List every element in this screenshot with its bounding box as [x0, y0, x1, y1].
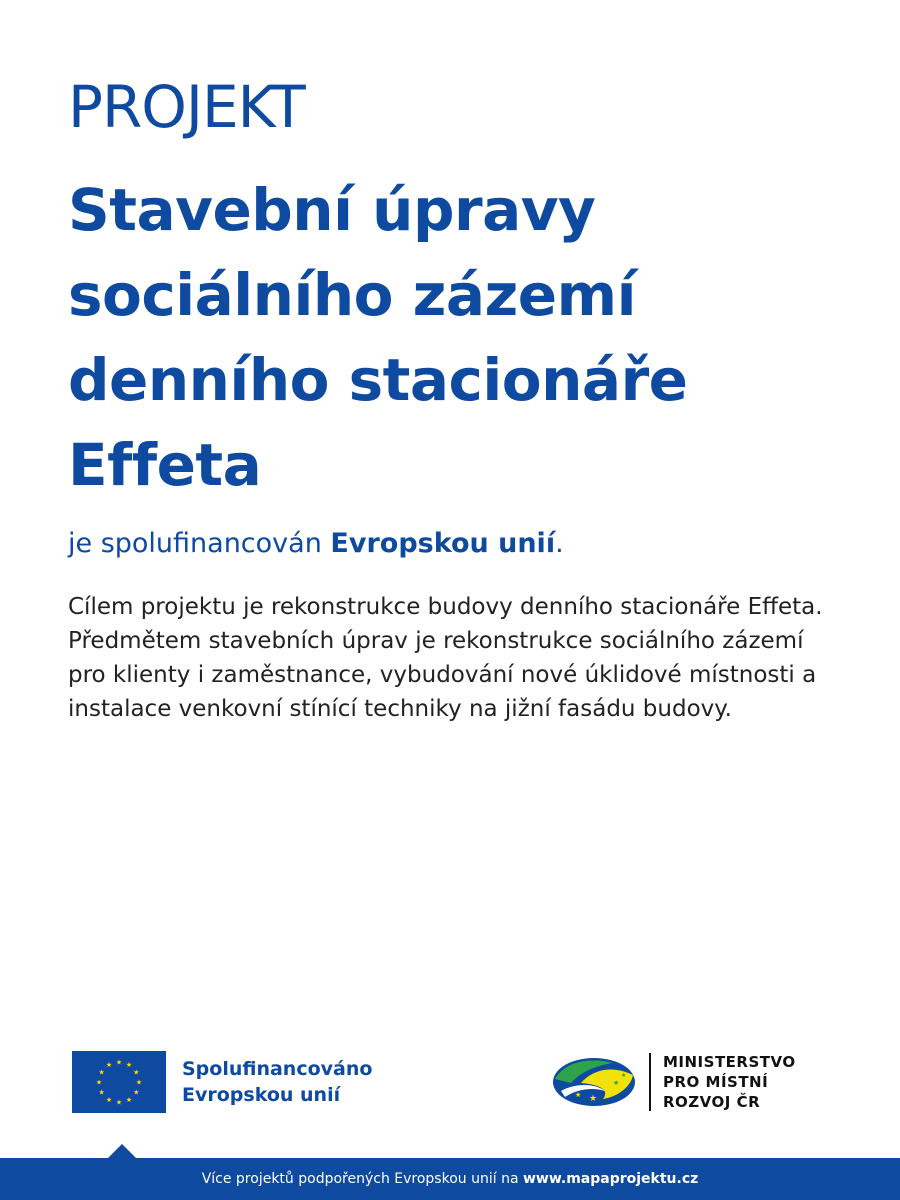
- eu-star: ★: [125, 1061, 133, 1070]
- footer-bar: [0, 1158, 900, 1200]
- project-description: Cílem projektu je rekonstrukce budovy denního stacionáře Effeta. Předmětem stavebních úprav je rekonstrukce sociálního zázemí pro klienty i zaměstnance, vybudování nové úklidové místnosti a instalace venkovní stínící techniky na jižní fasádu budovy.: [68, 594, 823, 722]
- eu-star: ★: [133, 1068, 140, 1077]
- eu-logo-text: [182, 1056, 372, 1108]
- eu-star: ★: [105, 1061, 113, 1070]
- eu-star: ★: [135, 1078, 143, 1087]
- eu-star: ★: [133, 1088, 140, 1097]
- eu-star: ★: [95, 1078, 103, 1087]
- eu-logo-line1: Spolufinancováno: [182, 1058, 373, 1080]
- eu-star: ★: [98, 1068, 105, 1077]
- svg-text:★: ★: [621, 1072, 627, 1079]
- mmr-emblem-icon: [551, 1053, 637, 1111]
- svg-text:★: ★: [575, 1091, 582, 1099]
- eu-flag-icon: [72, 1051, 166, 1113]
- eu-star: ★: [115, 1098, 123, 1107]
- mmr-logo-line3: ROZVOJ ČR: [663, 1093, 761, 1111]
- eu-star: ★: [125, 1095, 133, 1104]
- mmr-logo-line2: PRO MÍSTNÍ: [663, 1073, 769, 1091]
- cofinancing-emphasis: Evropskou unií: [330, 528, 556, 559]
- mmr-logo-line1: MINISTERSTVO: [663, 1053, 796, 1071]
- mmr-logo: [551, 1052, 796, 1112]
- eu-star: ★: [98, 1088, 105, 1097]
- eu-logo-line2: Evropskou unií: [182, 1084, 341, 1106]
- cofinancing-prefix: je spolufinancován: [68, 528, 331, 559]
- footer-link[interactable]: www.mapaprojektu.cz: [522, 1171, 699, 1187]
- eu-star: ★: [115, 1058, 123, 1067]
- eu-star: ★: [105, 1095, 113, 1104]
- project-kicker: PROJEKT: [68, 73, 305, 141]
- title-line-4: Effeta: [68, 431, 262, 499]
- mmr-logo-text: [663, 1052, 796, 1112]
- svg-text:★: ★: [589, 1094, 598, 1104]
- cofinancing-suffix: .: [555, 528, 564, 559]
- eu-logo: [72, 1051, 372, 1113]
- footer-text: Více projektů podpořených Evropskou unií na: [201, 1171, 523, 1187]
- title-line-2: sociálního zázemí: [68, 261, 636, 329]
- mmr-logo-divider: [649, 1053, 651, 1111]
- svg-text:★: ★: [613, 1079, 620, 1087]
- cofinancing-statement: [68, 524, 564, 564]
- title-line-1: Stavební úpravy: [68, 176, 596, 244]
- footer-notch: [108, 1144, 136, 1158]
- title-line-3: denního stacionáře: [68, 346, 688, 414]
- project-title: [68, 168, 848, 508]
